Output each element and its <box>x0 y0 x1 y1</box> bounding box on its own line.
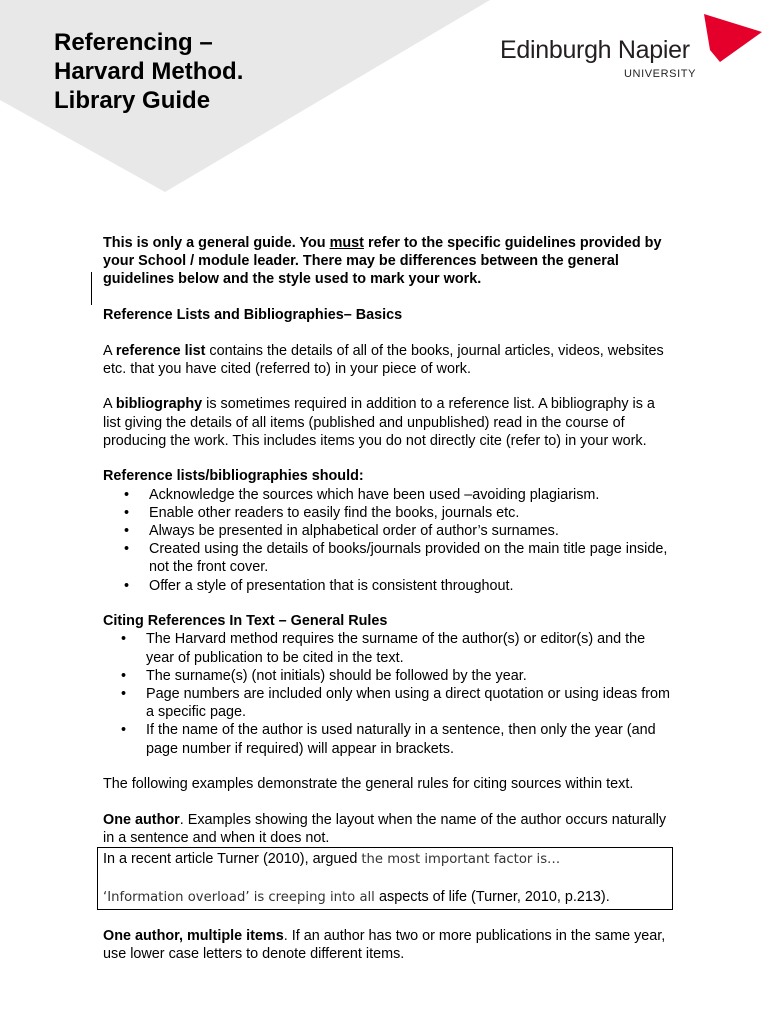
title-line: Library Guide <box>54 87 211 114</box>
bullet-icon: • <box>121 667 127 684</box>
text: A <box>103 396 116 413</box>
list-item <box>103 504 673 522</box>
text: ‘Information overload’ is creeping into all <box>103 889 380 905</box>
term-one-author: One author <box>103 811 180 828</box>
list-item-text: Page numbers are included only when using a direct quotation or using ideas from a specific page. <box>146 686 670 721</box>
list-item <box>103 540 673 576</box>
list-item-text: Enable other readers to easily find the books, journals etc. <box>149 504 520 521</box>
intro-text: refer to the specific guidelines provided by your School / module leader. There may be differences between the general guidelines below and the style used to mark your work. <box>103 235 662 288</box>
text: . If an author has two or more publications in the same year, use lower case letters to denote different items. <box>103 928 666 963</box>
examples-intro: The following examples demonstrate the general rules for citing sources within text. <box>103 776 634 793</box>
list-item <box>103 577 673 595</box>
bullet-icon: • <box>121 631 127 648</box>
should-list <box>103 486 673 595</box>
example-line <box>103 888 672 907</box>
text: A <box>103 342 116 359</box>
list-item <box>103 522 673 540</box>
list-item-text: Offer a style of presentation that is consistent throughout. <box>149 577 514 594</box>
logo-subtitle: UNIVERSITY <box>624 68 697 80</box>
bibliography-paragraph <box>103 395 673 450</box>
bullet-icon: • <box>124 577 130 594</box>
list-item-text: Created using the details of books/journals provided on the main title page inside, not the front cover. <box>149 541 668 576</box>
intro-paragraph <box>103 234 673 289</box>
basics-heading: Reference Lists and Bibliographies– Basics <box>103 307 403 323</box>
multiple-items-paragraph <box>103 927 673 963</box>
list-item <box>103 486 673 504</box>
title-line: Harvard Method. <box>54 58 244 85</box>
bullet-icon: • <box>121 686 127 703</box>
text: the most important factor is… <box>361 852 561 868</box>
page-title <box>54 28 243 115</box>
text: is sometimes required in addition to a reference list. A bibliography is a list giving the details of all items (published and unpublished) read in the course of producing the work. This includes items you do not directly cite (refer to) in your work. <box>103 396 655 449</box>
citing-list <box>103 630 673 757</box>
intro-text: This is only a general guide. You <box>103 235 330 251</box>
list-item-text: The Harvard method requires the surname of the author(s) or editor(s) and the year of publication to be cited in the text. <box>146 631 646 666</box>
example-line <box>103 850 672 869</box>
list-item-text: Acknowledge the sources which have been used –avoiding plagiarism. <box>149 486 600 503</box>
bullet-icon: • <box>124 504 130 521</box>
list-item <box>103 685 673 721</box>
list-item-text: If the name of the author is used naturally in a sentence, then only the year (and page number if required) will appear in brackets. <box>146 722 656 757</box>
should-heading: Reference lists/bibliographies should: <box>103 468 364 485</box>
bullet-icon: • <box>121 722 127 739</box>
term-bibliography: bibliography <box>115 396 203 413</box>
document-body <box>103 234 673 981</box>
example-box <box>97 847 673 910</box>
text: In a recent article Turner (2010), argued <box>103 851 362 868</box>
list-item <box>103 721 673 757</box>
list-item-text: The surname(s) (not initials) should be followed by the year. <box>146 667 527 684</box>
text: aspects of life (Turner, 2010, p.213). <box>379 888 610 905</box>
list-item <box>103 630 673 666</box>
list-item-text: Always be presented in alphabetical order of author’s surnames. <box>149 523 559 539</box>
logo-mark-icon <box>696 14 762 74</box>
title-line: Referencing – <box>54 29 213 56</box>
list-item <box>103 667 673 685</box>
bullet-icon: • <box>124 541 130 558</box>
text: contains the details of all of the books, journal articles, videos, websites etc. that you have cited (referred to) in your piece of work. <box>103 342 664 377</box>
text-cursor <box>91 272 92 305</box>
bullet-icon: • <box>124 486 130 503</box>
logo-name: Edinburgh Napier <box>500 36 690 64</box>
term-reference-list: reference list <box>115 342 206 359</box>
bullet-icon: • <box>124 523 130 539</box>
university-logo <box>500 14 762 86</box>
text: . Examples showing the layout when the name of the author occurs naturally in a sentence and when it does not. <box>103 811 667 847</box>
one-author-paragraph <box>103 811 673 847</box>
must-emphasis: must <box>329 235 364 251</box>
citing-heading: Citing References In Text – General Rules <box>103 613 388 630</box>
term-multiple-items: One author, multiple items <box>103 928 284 945</box>
reference-list-paragraph <box>103 342 673 378</box>
